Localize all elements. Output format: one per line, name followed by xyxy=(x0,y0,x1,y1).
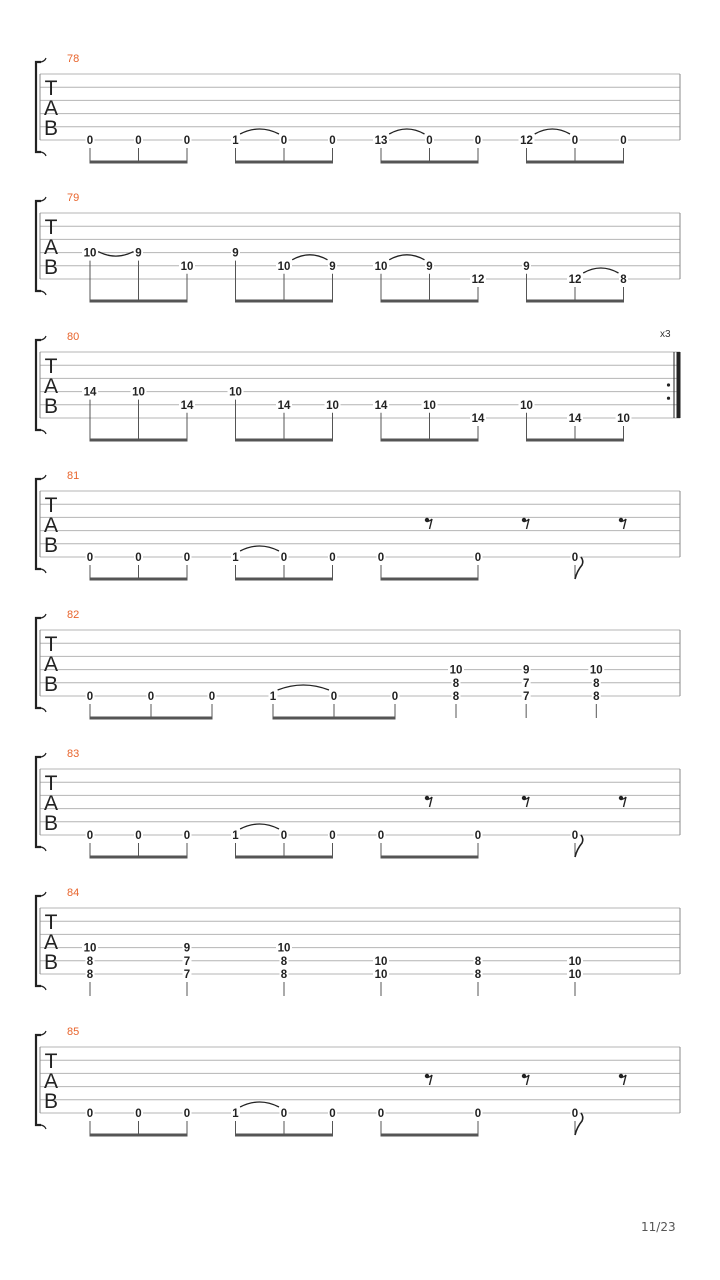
fret-number: 12 xyxy=(568,274,582,286)
measure-number: 79 xyxy=(67,192,80,204)
measure-number: 85 xyxy=(67,1026,80,1038)
fret-number: 9 xyxy=(523,260,530,273)
tie-arc xyxy=(240,546,279,551)
fret-number: 0 xyxy=(426,135,433,147)
fret-number: 8 xyxy=(474,969,482,981)
tab-clef-letter: T xyxy=(44,1050,58,1073)
measure-number: 82 xyxy=(67,609,80,621)
fret-number: 0 xyxy=(86,830,94,842)
fret-number: 0 xyxy=(377,552,385,564)
fret-number: 0 xyxy=(208,691,216,703)
fret-number: 0 xyxy=(474,135,482,147)
fret-number: 1 xyxy=(232,552,239,564)
fret-number: 8 xyxy=(86,955,94,968)
fret-number: 10 xyxy=(520,399,533,412)
fret-number: 0 xyxy=(329,135,336,147)
fret-number: 9 xyxy=(135,247,142,260)
fret-number: 7 xyxy=(522,677,530,690)
fret-number: 0 xyxy=(86,691,94,703)
fret-number: 10 xyxy=(83,247,97,260)
fret-number: 10 xyxy=(277,260,291,273)
tab-clef-letter: A xyxy=(43,97,59,120)
fret-number: 1 xyxy=(269,691,277,703)
fret-number: 0 xyxy=(571,552,579,564)
tab-clef-letter: A xyxy=(43,931,59,954)
fret-number: 0 xyxy=(135,552,142,564)
fret-number: 0 xyxy=(330,691,338,703)
repeat-count: x3 xyxy=(660,329,671,340)
fret-number: 10 xyxy=(326,399,339,412)
tab-clef-letter: T xyxy=(44,911,58,934)
tab-clef-letter: B xyxy=(43,673,59,696)
fret-number: 1 xyxy=(232,135,239,147)
fret-number: 0 xyxy=(474,552,482,564)
tie-arc xyxy=(535,129,570,134)
fret-number: 0 xyxy=(183,552,191,564)
tie-arc xyxy=(240,824,279,829)
fret-number: 12 xyxy=(520,135,533,147)
fret-number: 0 xyxy=(135,1108,142,1120)
measure-number: 84 xyxy=(67,887,80,899)
fret-number: 0 xyxy=(280,135,288,147)
fret-number: 0 xyxy=(329,830,336,842)
tab-clef-letter: A xyxy=(43,375,59,398)
fret-number: 10 xyxy=(83,942,97,955)
tab-clef-letter: B xyxy=(43,1090,59,1113)
fret-number: 7 xyxy=(183,969,191,981)
fret-number: 10 xyxy=(374,969,388,981)
fret-number: 12 xyxy=(471,274,485,286)
fret-number: 0 xyxy=(377,830,385,842)
fret-number: 9 xyxy=(183,942,191,955)
tie-arc xyxy=(240,129,279,134)
fret-number: 0 xyxy=(86,552,94,564)
fret-number: 8 xyxy=(452,677,460,690)
fret-number: 14 xyxy=(374,399,388,412)
fret-number: 9 xyxy=(522,664,530,677)
fret-number: 14 xyxy=(471,413,485,425)
tie-arc xyxy=(278,685,329,690)
fret-number: 0 xyxy=(280,1108,288,1120)
tab-clef-letter: T xyxy=(44,216,58,239)
tie-arc xyxy=(292,255,327,260)
fret-number: 0 xyxy=(86,1108,94,1120)
fret-number: 8 xyxy=(86,969,94,981)
fret-number: 8 xyxy=(280,955,288,968)
fret-number: 0 xyxy=(135,135,142,147)
fret-number: 8 xyxy=(474,955,482,968)
tab-clef-letter: T xyxy=(44,355,58,378)
page-number: 11/23 xyxy=(641,1220,676,1234)
fret-number: 9 xyxy=(232,247,239,260)
fret-number: 8 xyxy=(280,969,288,981)
fret-number: 0 xyxy=(183,135,191,147)
fret-number: 8 xyxy=(620,274,627,286)
fret-number: 0 xyxy=(391,691,399,703)
tab-clef-letter: A xyxy=(43,653,59,676)
fret-number: 8 xyxy=(593,677,600,690)
fret-number: 10 xyxy=(277,942,291,955)
tab-clef-letter: B xyxy=(43,256,59,279)
fret-number: 1 xyxy=(232,1108,239,1120)
fret-number: 14 xyxy=(180,399,194,412)
tie-arc xyxy=(240,1102,279,1107)
fret-number: 0 xyxy=(183,1108,191,1120)
fret-number: 10 xyxy=(229,386,242,399)
fret-number: 0 xyxy=(329,552,336,564)
tab-clef-letter: T xyxy=(44,633,58,656)
tab-clef-letter: B xyxy=(43,117,59,140)
fret-number: 7 xyxy=(183,955,191,968)
fret-number: 10 xyxy=(374,955,388,968)
fret-number: 14 xyxy=(83,386,97,399)
tab-clef-letter: A xyxy=(43,792,59,815)
tab-clef-letter: B xyxy=(43,395,59,418)
tab-clef-letter: T xyxy=(44,77,58,100)
fret-number: 9 xyxy=(426,260,433,273)
fret-number: 0 xyxy=(147,691,155,703)
fret-number: 1 xyxy=(232,830,239,842)
fret-number: 8 xyxy=(452,691,460,703)
fret-number: 14 xyxy=(568,413,582,425)
measure-number: 78 xyxy=(67,53,80,65)
fret-number: 14 xyxy=(277,399,291,412)
fret-number: 8 xyxy=(593,691,600,703)
tie-arc xyxy=(389,255,424,260)
fret-number: 0 xyxy=(280,830,288,842)
tab-clef-letter: A xyxy=(43,1070,59,1093)
fret-number: 10 xyxy=(589,664,603,677)
fret-number: 0 xyxy=(329,1108,336,1120)
fret-number: 0 xyxy=(135,830,142,842)
fret-number: 10 xyxy=(374,260,388,273)
fret-number: 9 xyxy=(329,260,336,273)
fret-number: 10 xyxy=(568,955,582,968)
measure-number: 81 xyxy=(67,470,80,482)
tab-clef-letter: A xyxy=(43,514,59,537)
fret-number: 0 xyxy=(571,1108,579,1120)
fret-number: 10 xyxy=(568,969,582,981)
measure-number: 83 xyxy=(67,748,80,760)
measure-number: 80 xyxy=(67,331,80,343)
fret-number: 0 xyxy=(377,1108,385,1120)
tie-arc xyxy=(389,129,424,134)
fret-number: 0 xyxy=(474,1108,482,1120)
tab-clef-letter: B xyxy=(43,534,59,557)
fret-number: 13 xyxy=(374,135,388,147)
fret-number: 10 xyxy=(132,386,145,399)
tab-clef-letter: B xyxy=(43,812,59,835)
repeat-dot xyxy=(667,397,670,400)
fret-number: 0 xyxy=(474,830,482,842)
tab-clef-letter: T xyxy=(44,772,58,795)
fret-number: 7 xyxy=(522,691,530,703)
tab-clef-letter: B xyxy=(43,951,59,974)
fret-number: 0 xyxy=(183,830,191,842)
tie-arc xyxy=(583,268,618,273)
tab-clef-letter: A xyxy=(43,236,59,259)
fret-number: 0 xyxy=(620,135,627,147)
fret-number: 10 xyxy=(449,664,463,677)
fret-number: 10 xyxy=(423,399,436,412)
fret-number: 10 xyxy=(617,413,630,425)
tab-clef-letter: T xyxy=(44,494,58,517)
fret-number: 0 xyxy=(280,552,288,564)
fret-number: 0 xyxy=(571,135,579,147)
fret-number: 0 xyxy=(86,135,94,147)
repeat-dot xyxy=(667,383,670,386)
fret-number: 0 xyxy=(571,830,579,842)
fret-number: 10 xyxy=(180,260,194,273)
